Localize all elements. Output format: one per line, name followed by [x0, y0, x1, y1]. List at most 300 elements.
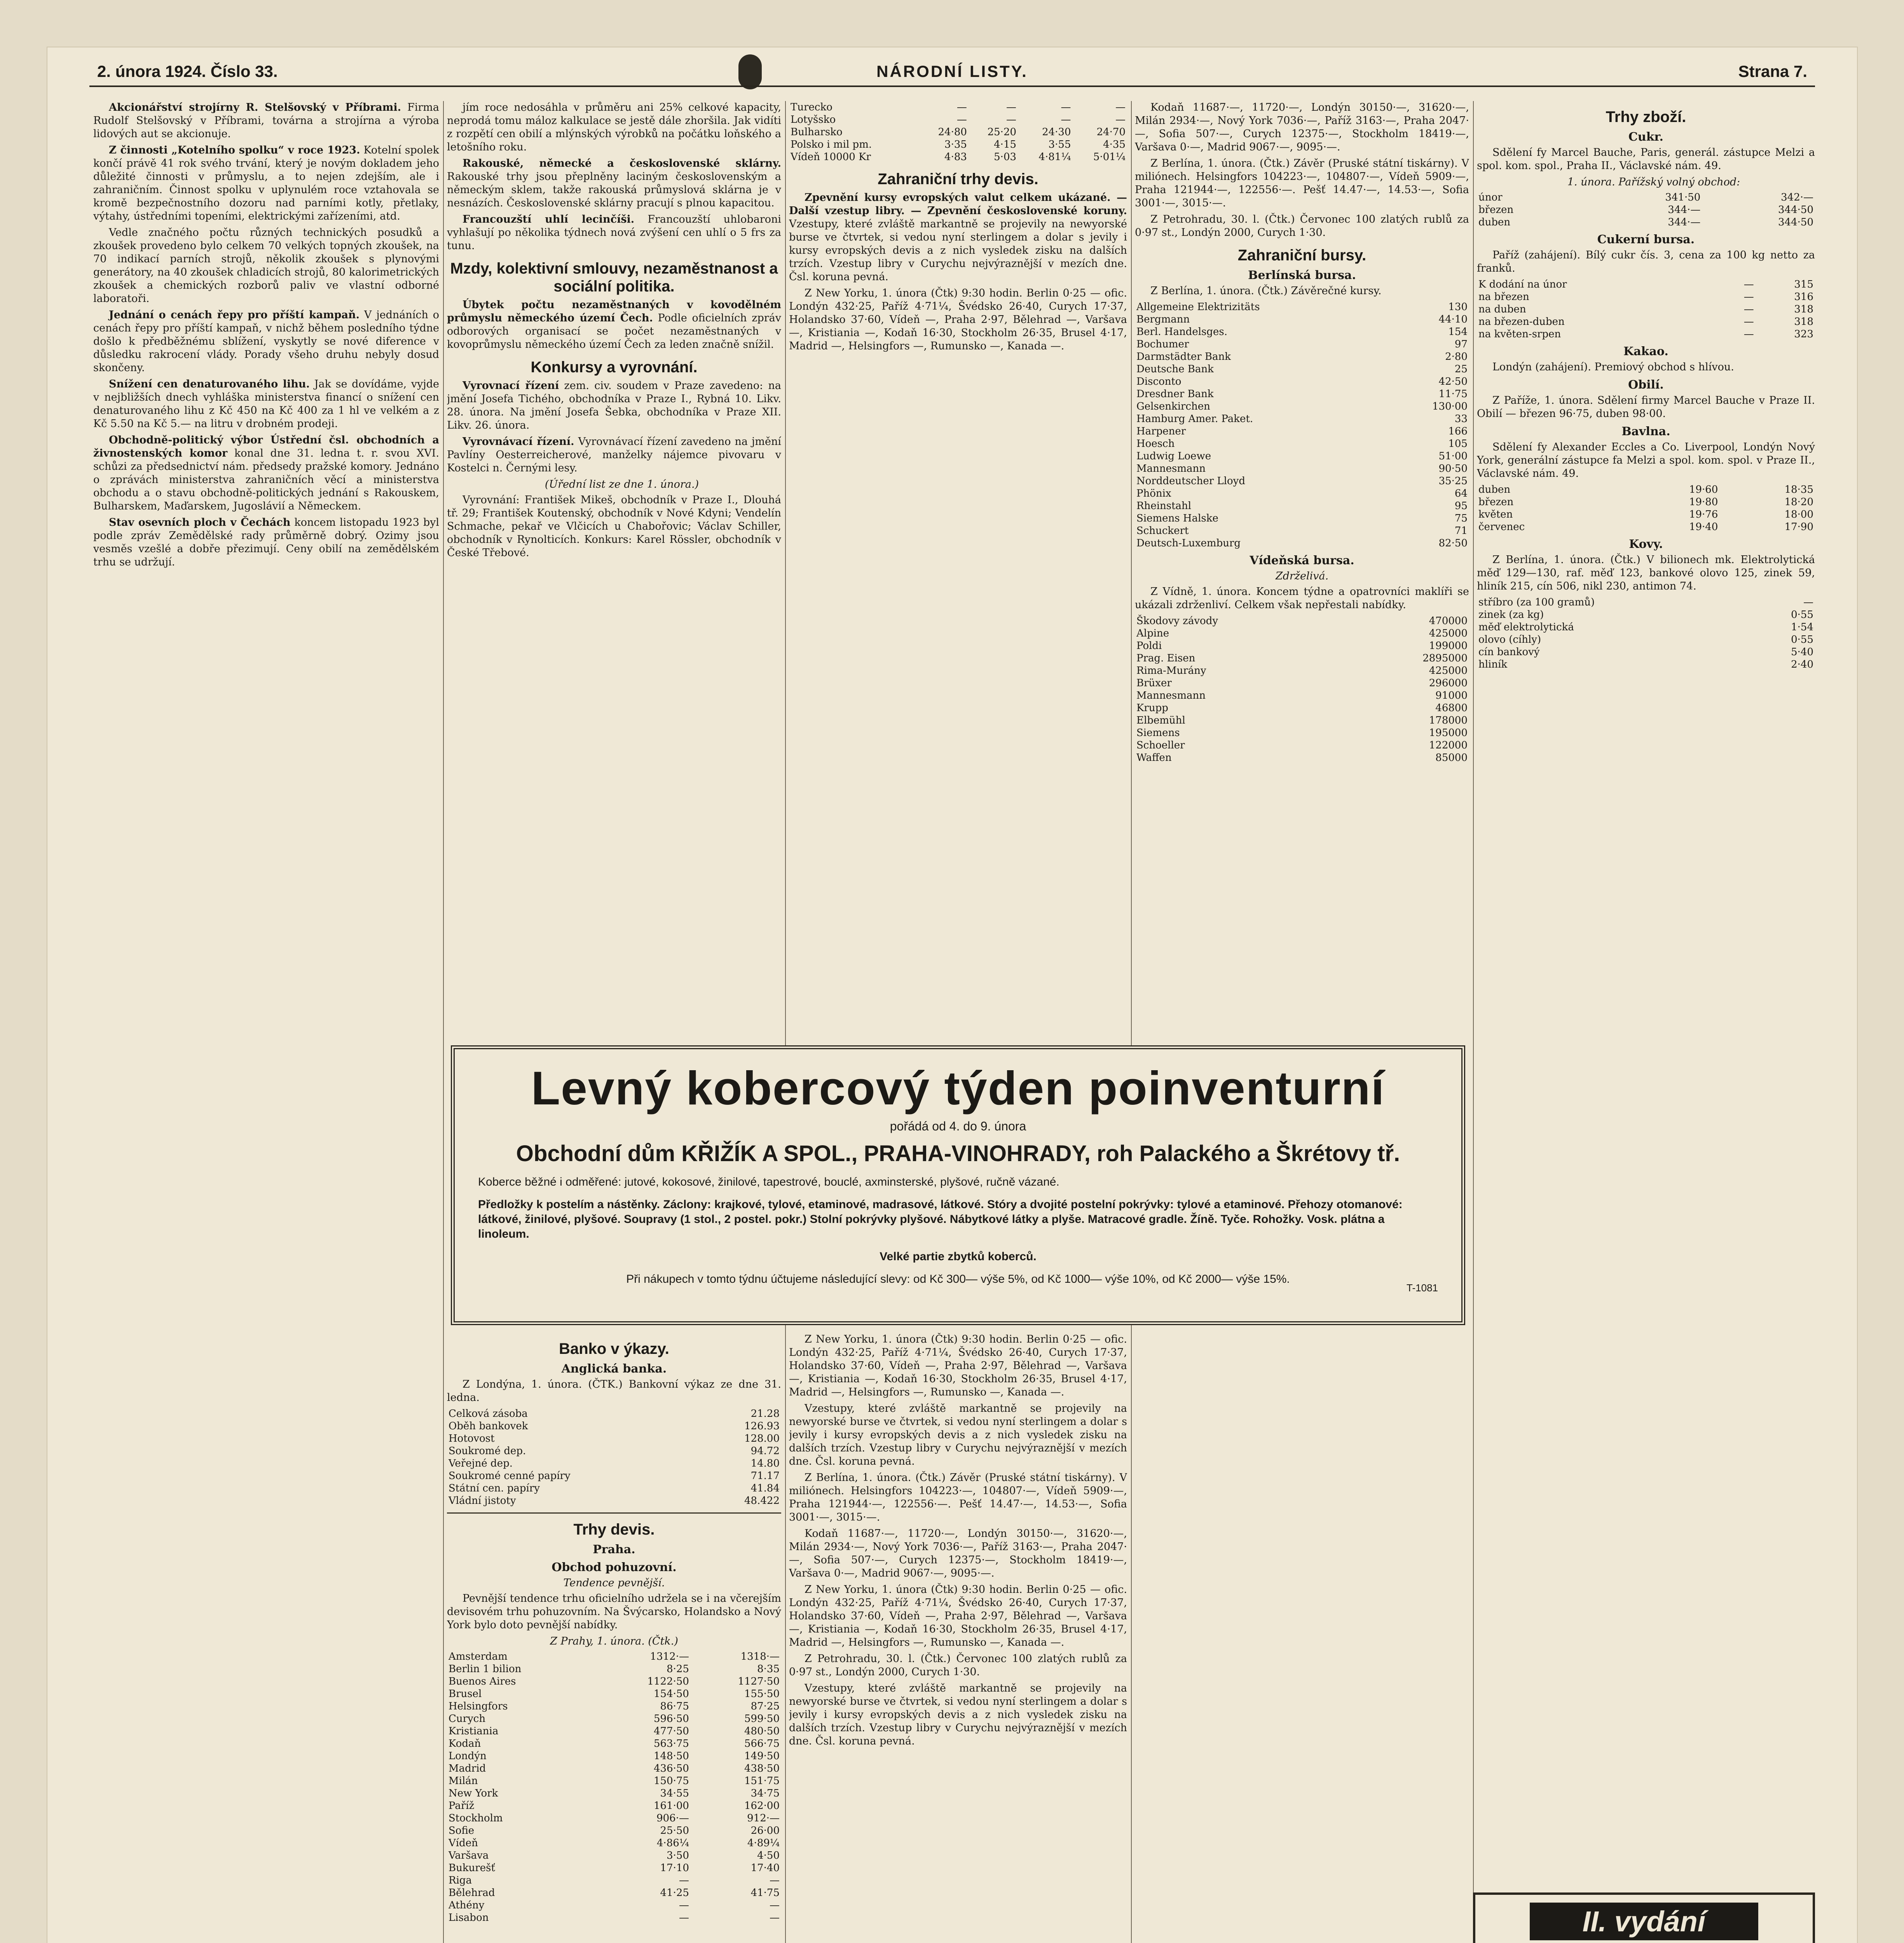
article-text: Paříž (zahájení). Bílý cukr čís. 3, cena za 100 kg netto za franků.: [1477, 249, 1815, 274]
row-value: 2·80: [1445, 351, 1468, 363]
article-title: Snížení cen denaturovaného lihu.: [109, 378, 310, 390]
row-value: 1312·—: [650, 1651, 689, 1662]
ad-body-3: Velké partie zbytků koberců.: [880, 1250, 1037, 1263]
row-value: 195000: [1429, 727, 1468, 739]
row-label: Prag. Eisen: [1136, 652, 1195, 664]
row-value: 154: [1448, 326, 1468, 338]
row-label: Norddeutscher Lloyd: [1136, 475, 1245, 487]
table-row: [1135, 413, 1469, 425]
row-label: Varšava: [449, 1850, 489, 1861]
table-row: [789, 126, 1127, 138]
row-value: 4·83: [944, 151, 967, 163]
row-value: —: [770, 1875, 780, 1886]
row-value: 71: [1454, 525, 1468, 537]
section-heading: Zahraniční trhy devis.: [878, 171, 1038, 188]
row-label: Buenos Aires: [449, 1676, 516, 1687]
row-label: Curych: [449, 1713, 486, 1725]
article-text: V jednáních o cenách řepy pro příští kampaň, v nichž během posledního týdne došlo k předběžnému sblížení, vyskytly se nové diference v důsledku rakrocení vlády. Porady všeho druhu nebyly dosud skončeny.: [93, 309, 439, 374]
article-text: Kotelní spolek končí právě 41 rok svého trvání, který je novým dokladem jeho důležité činnosti v průmyslu, a to nejen zdejším, ale i zahraničním. Činnost spolku v uplynulém roce vztahovala se kromě bezpečnostního dozoru nad parními kotly, přetlaky, výtahy, ústředními topeními, elektrickými zařízeními, atd.: [93, 144, 439, 222]
ad-shop: Obchodní dům KŘIŽÍK A SPOL., PRAHA-VINOHRADY, roh Palackého a Škrétovy tř.: [516, 1141, 1400, 1166]
row-value: 18·35: [1784, 484, 1813, 495]
table-row: [1135, 739, 1469, 752]
table-row: [1477, 204, 1815, 216]
section-heading: Mzdy, kolektivní smlouvy, nezaměstnanost a sociální politika.: [450, 260, 778, 295]
section-heading: Zahraniční bursy.: [1237, 247, 1366, 264]
row-value: 87·25: [750, 1701, 780, 1712]
row-value: 148·50: [654, 1750, 689, 1762]
row-value: 3·35: [944, 139, 967, 150]
row-label: Kristiania: [449, 1725, 499, 1737]
subsection-heading: Kovy.: [1629, 537, 1663, 551]
subsection-heading: Kakao.: [1623, 345, 1668, 358]
row-value: 8·25: [667, 1663, 689, 1675]
row-value: 2·40: [1791, 659, 1813, 670]
page-number: Strana 7.: [1738, 62, 1807, 80]
article-text: Z Berlína, 1. února. (Čtk.) Závěrečné kursy.: [1150, 285, 1382, 297]
row-value: —: [1743, 316, 1754, 328]
row-label: Amsterdam: [449, 1651, 508, 1662]
row-value: 34·75: [750, 1788, 780, 1799]
row-value: 318: [1794, 303, 1813, 315]
table-row: [1135, 338, 1469, 351]
ad-body-2: Předložky k postelím a nástěnky. Záclony: krajkové, tylové, etaminové, madrasové, látkové. Stóry a dvojité postelní pokrývky: tylové a etaminové. Přehozy otomanové: látkové, žinilové, plyšové. Soupravy (1 stol., 2 postel. pokr.) Stolní pokrývky plyšové. Nábytkové látky a plyše. Matracové gradle. Žíně. Tyče. Rohožky. Vosk. plátna a linoleum.: [478, 1198, 1403, 1240]
row-label: duben: [1478, 216, 1511, 228]
row-value: 438·50: [744, 1763, 780, 1774]
row-value: 25: [1454, 363, 1468, 375]
row-value: 166: [1448, 426, 1468, 437]
ad-discount: Při nákupech v tomto týdnu účtujeme následující slevy: od Kč 300— výše 5%, od Kč 1000— výše 10%, od Kč 2000— výše 15%.: [626, 1273, 1290, 1285]
row-label: Krupp: [1136, 702, 1168, 714]
row-label: cín bankový: [1478, 646, 1540, 658]
row-label: březen: [1478, 496, 1514, 508]
row-value: 18·20: [1784, 496, 1813, 508]
row-value: 82·50: [1438, 537, 1468, 549]
row-label: Soukromé dep.: [449, 1445, 526, 1457]
row-value: 344·50: [1778, 216, 1813, 228]
row-label: Helsingfors: [449, 1701, 508, 1712]
table-row: [1477, 621, 1815, 633]
table-row: [1135, 512, 1469, 525]
row-value: 477·50: [654, 1725, 689, 1737]
column-1: [93, 101, 439, 1943]
subsection-heading: Obchod pohuzovní.: [551, 1561, 677, 1574]
row-value: 178000: [1429, 715, 1468, 726]
row-value: —: [1115, 101, 1126, 113]
column-2: [447, 101, 781, 1043]
row-value: 42·50: [1438, 376, 1468, 387]
exchange-table: [789, 101, 1127, 163]
table-row: [1477, 483, 1815, 496]
row-value: 19·80: [1689, 496, 1718, 508]
row-label: červenec: [1478, 521, 1525, 533]
row-label: Turecko: [791, 101, 832, 113]
row-value: 35·25: [1438, 475, 1468, 487]
table-row: [1135, 702, 1469, 714]
berlin-table: [1135, 301, 1469, 549]
table-row: [789, 113, 1127, 126]
row-label: Bergmann: [1136, 314, 1190, 325]
article-text: Z Londýna, 1. února. (ČTK.) Bankovní výkaz ze dne 31. ledna.: [447, 1378, 781, 1404]
subsection-heading: Berlínská bursa.: [1248, 269, 1356, 282]
row-value: 161·00: [654, 1800, 689, 1812]
subsection-heading: Bavlna.: [1621, 425, 1670, 438]
article-title: Vyrovnací řízení: [462, 380, 559, 392]
article-text: Z Berlína, 1. února. (Čtk.) V bilionech mk. Elektrolytická měď 129—130, raf. měď 123, bankové olovo 125, zinek 59, hliník 215, cín 506, nikl 230, antimon 74.: [1477, 554, 1815, 592]
table-row: [1477, 191, 1815, 204]
row-value: 21.28: [750, 1408, 780, 1420]
row-value: 19·40: [1689, 521, 1718, 533]
article-text: Z New Yorku, 1. února (Čtk) 9:30 hodin. Berlin 0·25 — ofic. Londýn 432·25, Paříž 4·71¼, Švédsko 26·40, Curych 17·37, Holandsko 37·60, Vídeň —, Praha 2·97, Bělehrad —, Varšava —, Kristiania —, Kodaň 16·30, Stockholm 26·35, Brusel 4·17, Madrid —, Helsingfors —, Rumunsko —, Kanada —.: [789, 1333, 1127, 1398]
row-value: 14.80: [750, 1458, 780, 1469]
column-4: [1135, 101, 1469, 1943]
row-label: Sofie: [449, 1825, 475, 1837]
row-value: 563·75: [654, 1738, 689, 1749]
row-value: 566·75: [744, 1738, 780, 1749]
ad-headline: Levný kobercový týden poinventurní: [531, 1062, 1385, 1115]
column-5: [1477, 101, 1815, 1890]
row-value: 3·50: [667, 1850, 689, 1861]
row-value: 41·25: [660, 1887, 689, 1899]
table-row: [1477, 216, 1815, 228]
row-label: zinek (za kg): [1478, 609, 1544, 621]
row-label: Bukurešť: [449, 1862, 495, 1874]
article-title: Francouzští uhlí lecinčíši.: [462, 213, 635, 225]
article-text: Vyrovnání: František Mikeš, obchodník v Praze I., Dlouhá tř. 29; František Koutenský, obchodník v Nové Kdyni; Vendelín Schmache, pekař ve Vlčicích u Chabořovic; Václav Schiller, obchodník v Rynolticích. Konkurs: Karel Rössler, obchodník v České Třebové.: [447, 494, 781, 559]
table-row: [1135, 301, 1469, 313]
row-value: 5·01¼: [1093, 151, 1126, 163]
bank-table: [447, 1408, 781, 1507]
article-text: Z Vídně, 1. února. Koncem týdne a opatrovníci maklíři se ukázali zdrženliví. Celkem však nepřestali nabídky.: [1135, 586, 1469, 611]
divider-4: [1473, 101, 1474, 1943]
row-value: 97: [1454, 338, 1468, 350]
article-title: Z činnosti „Kotelního spolku“ v roce 1923.: [109, 144, 360, 156]
article-text: 1. února. Pařížský volný obchod:: [1567, 176, 1740, 188]
row-value: 17·40: [750, 1862, 780, 1874]
table-row: [447, 1482, 781, 1495]
article-text: zem. civ. soudem v Praze zavedeno: na jmění Josefa Tichého, obchodníka v Praze I., Rybná 10. Likv. 28. února. Na jmění Josefa Šebka, obchodníka v Praze XII. Likv. 26. února.: [447, 380, 781, 431]
table-row: [447, 1800, 781, 1812]
table-row: [447, 1899, 781, 1912]
article-text: Z Berlína, 1. února. (Čtk.) Závěr (Pruské státní tiskárny). V miliónech. Helsingfors 104223·—, 104807·—, Vídeň 5909·—, Praha 121944·—, 122556·—. Pešť 14.47·—, 14.53·—, Sofia 3001·—, 3015·—.: [789, 1472, 1127, 1523]
article-text: Kodaň 11687·—, 11720·—, Londýn 30150·—, 31620·—, Milán 2934·—, Nový York 7036·—, Paříž 3163·—, Praha 2047·—, Sofia 507·—, Curych 12375·—, Stockholm 18419·—, Varšava 0·—, Madrid 9067·—, 9095·—.: [1135, 101, 1469, 153]
row-value: —: [956, 101, 967, 113]
row-value: 155·50: [744, 1688, 780, 1700]
table-row: [447, 1408, 781, 1420]
row-value: 17·90: [1784, 521, 1813, 533]
row-label: duben: [1478, 484, 1511, 495]
row-value: 4·86¼: [656, 1837, 689, 1849]
table-row: [1135, 351, 1469, 363]
article-title: Jednání o cenách řepy pro příští kampaň.: [109, 309, 360, 321]
row-value: —: [956, 114, 967, 126]
row-label: Disconto: [1136, 376, 1181, 387]
article-title: Úbytek počtu nezaměstnaných v kovodělném průmyslu německého území Čech.: [447, 299, 781, 324]
table-row: [1135, 313, 1469, 326]
row-value: 318: [1794, 316, 1813, 328]
table-row: [1135, 425, 1469, 438]
section-heading: Banko v ýkazy.: [559, 1340, 669, 1357]
article-title: Rakouské, německé a československé sklárny.: [462, 157, 781, 169]
table-row: [1135, 525, 1469, 537]
subsection-heading: Vídeňská bursa.: [1250, 554, 1354, 567]
table-row: [1135, 388, 1469, 400]
subsection-heading: Cukerní bursa.: [1597, 233, 1695, 246]
row-label: Mannesmann: [1136, 690, 1206, 701]
row-value: —: [1061, 101, 1071, 113]
row-label: Ludwig Loewe: [1136, 450, 1211, 462]
article-text: Z New Yorku, 1. února (Čtk) 9:30 hodin. Berlin 0·25 — ofic. Londýn 432·25, Paříž 4·71¼, Švédsko 26·40, Curych 17·37, Holandsko 37·60, Vídeň —, Praha 2·97, Bělehrad —, Varšava —, Kristiania —, Kodaň 16·30, Stockholm 26·35, Brusel 4·17, Madrid —, Helsingfors —, Rumunsko —, Kanada —.: [789, 1584, 1127, 1648]
table-row: [1135, 487, 1469, 500]
table-row: [447, 1812, 781, 1824]
divider-1: [443, 101, 444, 1943]
table-row: [447, 1688, 781, 1700]
divider-3: [1131, 101, 1132, 1943]
row-value: 86·75: [660, 1701, 689, 1712]
cotton-table: [1477, 483, 1815, 533]
row-label: Brüxer: [1136, 677, 1172, 689]
article-subtitle: (Úřední list ze dne 1. února.): [544, 478, 699, 490]
row-value: 4·89¼: [747, 1837, 780, 1849]
row-label: Lisabon: [449, 1912, 489, 1924]
row-label: Riga: [449, 1875, 472, 1886]
row-label: Bělehrad: [449, 1887, 495, 1899]
row-value: 91000: [1435, 690, 1468, 701]
row-value: 596·50: [654, 1713, 689, 1725]
table-row: [1135, 450, 1469, 462]
table-row: [447, 1495, 781, 1507]
row-value: 130·00: [1432, 401, 1468, 412]
table-row: [1135, 475, 1469, 487]
subsection-heading: Praha.: [593, 1543, 635, 1556]
table-row: [1135, 375, 1469, 388]
table-row: [1135, 727, 1469, 739]
table-row: [1477, 658, 1815, 671]
table-row: [1135, 640, 1469, 652]
book-advertisement: [1473, 1892, 1815, 1943]
row-value: 122000: [1429, 740, 1468, 751]
row-value: 17·10: [660, 1862, 689, 1874]
row-value: 344·—: [1668, 204, 1701, 216]
row-value: 4·35: [1103, 139, 1126, 150]
table-row: [447, 1750, 781, 1762]
row-value: 151·75: [744, 1775, 780, 1787]
row-label: Brusel: [449, 1688, 482, 1700]
row-value: 64: [1454, 488, 1468, 499]
row-value: 342·—: [1781, 192, 1813, 203]
table-row: [447, 1887, 781, 1899]
article-text: Francouzští uhlobaroni vyhlašují po několika týdnech nová zvýšení cen uhlí o 5 frs za tunu.: [447, 213, 781, 252]
row-label: Lotyšsko: [791, 114, 836, 126]
row-label: Alpine: [1136, 628, 1169, 639]
row-value: 344·—: [1668, 216, 1701, 228]
table-row: [1477, 291, 1815, 303]
row-label: Londýn: [449, 1750, 487, 1762]
row-label: Phönix: [1136, 488, 1171, 499]
row-label: Dresdner Bank: [1136, 388, 1214, 400]
row-value: 906·—: [656, 1812, 689, 1824]
row-value: 51·00: [1438, 450, 1468, 462]
row-value: 912·—: [747, 1812, 780, 1824]
row-value: 1127·50: [738, 1676, 780, 1687]
row-value: 315: [1794, 279, 1813, 290]
row-value: 25·50: [660, 1825, 689, 1837]
subsection-heading: Cukr.: [1628, 130, 1663, 144]
table-row: [1477, 303, 1815, 316]
row-value: —: [770, 1912, 780, 1924]
row-value: 296000: [1429, 677, 1468, 689]
row-label: únor: [1478, 192, 1503, 203]
row-value: —: [1115, 114, 1126, 126]
subsection-note: Zdrželivá.: [1275, 570, 1329, 582]
row-value: —: [1006, 101, 1017, 113]
row-label: Celková zásoba: [449, 1408, 528, 1420]
article-title: Vyrovnávací řízení.: [462, 436, 574, 448]
row-value: 470000: [1429, 615, 1468, 627]
ad-dates: pořádá od 4. do 9. února: [890, 1119, 1026, 1133]
row-value: 24·70: [1096, 126, 1126, 138]
row-value: 94.72: [750, 1445, 780, 1457]
row-value: —: [1743, 328, 1754, 340]
row-value: —: [1803, 597, 1813, 608]
table-row: [447, 1457, 781, 1470]
table-row: [447, 1912, 781, 1924]
row-value: —: [1743, 291, 1754, 303]
row-label: Paříž: [449, 1800, 475, 1812]
ad-body-1: Koberce běžné i odměřené: jutové, kokosové, žinilové, tapestrové, bouclé, axminsterské, plyšové, ručně vázané.: [478, 1176, 1059, 1188]
row-value: 316: [1794, 291, 1813, 303]
section-heading: Trhy zboží.: [1606, 108, 1686, 126]
row-value: —: [679, 1899, 689, 1911]
row-value: 480·50: [744, 1725, 780, 1737]
column-3-lower: [789, 1333, 1127, 1943]
table-row: [1135, 400, 1469, 413]
subsection-note: Tendence pevnější.: [563, 1577, 665, 1589]
row-value: 344·50: [1778, 204, 1813, 216]
article-text: Vedle značného počtu různých technických posudků a zkoušek provedeno bylo celkem 70 velkých topných zkoušek, na 70 indikací parních strojů, několik zkoušek s plynovými generátory, na 40 zkoušek chladicích strojů, 80 kalorimetrických zkoušek a chemických rozborů paliv ve vlastní odborné laboratoři.: [93, 227, 439, 305]
row-label: Siemens Halske: [1136, 513, 1218, 524]
table-row: [1477, 609, 1815, 621]
carpet-advertisement: [451, 1045, 1465, 1325]
table-row: [789, 151, 1127, 163]
row-label: New York: [449, 1788, 498, 1799]
row-value: 4·15: [994, 139, 1017, 150]
row-label: Gelsenkirchen: [1136, 401, 1210, 412]
row-label: Waffen: [1136, 752, 1172, 764]
row-label: Hamburg Amer. Paket.: [1136, 413, 1253, 425]
table-row: [1135, 627, 1469, 640]
row-value: 0·55: [1791, 634, 1813, 645]
row-value: 25·20: [987, 126, 1017, 138]
row-label: hliník: [1478, 659, 1508, 670]
row-value: 126.93: [744, 1420, 780, 1432]
row-value: 1122·50: [647, 1676, 689, 1687]
row-label: Stockholm: [449, 1812, 503, 1824]
ad-code: T-1081: [1407, 1282, 1438, 1294]
row-value: 0·55: [1791, 609, 1813, 621]
article-text: Vyrovnávací řízení zavedeno na jmění Pavlíny Oesterreicherové, manželky nájemce pivovaru v Kostelci n. Černými lesy.: [447, 436, 781, 474]
row-label: Vídeň: [449, 1837, 478, 1849]
row-label: Bulharsko: [791, 126, 843, 138]
table-row: [1135, 462, 1469, 475]
row-value: 11·75: [1438, 388, 1468, 400]
table-row: [1135, 500, 1469, 512]
vienna-table: [1135, 615, 1469, 764]
row-label: Madrid: [449, 1763, 486, 1774]
article-text: Vzestupy, které zvláště markantně se projevily na newyorské burse ve čtvrtek, si vedou nyní sterlingem a dolar s jevily i kursy evropských devis a z nich vysledek zisku na dalších trzích. Vzestup libry v Curychu nejvýraznější v mezích dne. Čsl. koruna pevná.: [789, 1682, 1127, 1747]
row-label: na březen: [1478, 291, 1529, 303]
table-row: [1477, 328, 1815, 340]
table-row: [447, 1862, 781, 1874]
table-row: [1135, 615, 1469, 627]
sugar-table: [1477, 191, 1815, 228]
rates-title: Z Prahy, 1. února. (Čtk.): [550, 1635, 678, 1647]
row-value: 105: [1448, 438, 1468, 450]
row-value: —: [679, 1875, 689, 1886]
row-value: 199000: [1429, 640, 1468, 652]
table-row: [447, 1713, 781, 1725]
row-label: Elbemühl: [1136, 715, 1185, 726]
row-label: olovo (cíhly): [1478, 634, 1541, 645]
table-row: [447, 1675, 781, 1688]
article-text: Z Petrohradu, 30. l. (Čtk.) Červonec 100 zlatých rublů za 0·97 st., Londýn 2000, Curych 1·30.: [789, 1653, 1127, 1678]
table-row: [1135, 326, 1469, 338]
row-label: K dodání na únor: [1478, 279, 1567, 290]
row-label: Schoeller: [1136, 740, 1185, 751]
table-row: [789, 101, 1127, 113]
row-label: Polsko i mil pm.: [791, 139, 872, 150]
row-label: stříbro (za 100 gramů): [1478, 597, 1595, 608]
row-label: Státní cen. papíry: [449, 1483, 540, 1494]
row-value: 1318·—: [740, 1651, 780, 1662]
row-label: Athény: [449, 1899, 485, 1911]
table-row: [447, 1700, 781, 1713]
banko-column: [447, 1333, 781, 1943]
table-row: [1135, 689, 1469, 702]
table-row: [1477, 646, 1815, 658]
subsection-heading: Obilí.: [1628, 378, 1664, 392]
row-value: 75: [1454, 513, 1468, 524]
row-value: 2895000: [1422, 652, 1468, 664]
article-text: Londýn (zahájení). Premiový obchod s hlívou.: [1492, 361, 1734, 373]
article-title: Zpevnění kursy evropských valut celkem ukázané. — Další vzestup libry. — Zpevnění československé koruny.: [789, 192, 1127, 217]
row-label: březen: [1478, 204, 1514, 216]
book-edition: II. vydání: [1530, 1903, 1758, 1940]
row-label: Hotovost: [449, 1433, 495, 1444]
row-value: 5·03: [994, 151, 1017, 163]
column-3: [789, 101, 1127, 1043]
table-row: [1477, 496, 1815, 508]
row-value: —: [770, 1899, 780, 1911]
row-label: Bochumer: [1136, 338, 1189, 350]
table-row: [447, 1663, 781, 1675]
table-row: [1477, 508, 1815, 521]
table-row: [1477, 596, 1815, 609]
row-value: 341·50: [1665, 192, 1701, 203]
article-text: Z Paříže, 1. února. Sdělení firmy Marcel Bauche v Praze II. Obilí — březen 96·75, duben 98·00.: [1477, 394, 1815, 420]
table-row: [447, 1787, 781, 1800]
row-value: 425000: [1429, 665, 1468, 677]
table-row: [1477, 316, 1815, 328]
row-label: Allgemeine Elektrizitäts: [1136, 301, 1260, 313]
issue-date: 2. února 1924. Číslo 33.: [97, 62, 278, 80]
row-label: Milán: [449, 1775, 478, 1787]
row-value: 95: [1454, 500, 1468, 512]
row-label: Vládní jistoty: [449, 1495, 516, 1507]
row-value: 436·50: [654, 1763, 689, 1774]
article-title: Akcionářství strojírny R. Stelšovský v Příbrami.: [109, 101, 401, 113]
table-row: [447, 1650, 781, 1663]
row-label: Škodovy závody: [1136, 615, 1218, 627]
